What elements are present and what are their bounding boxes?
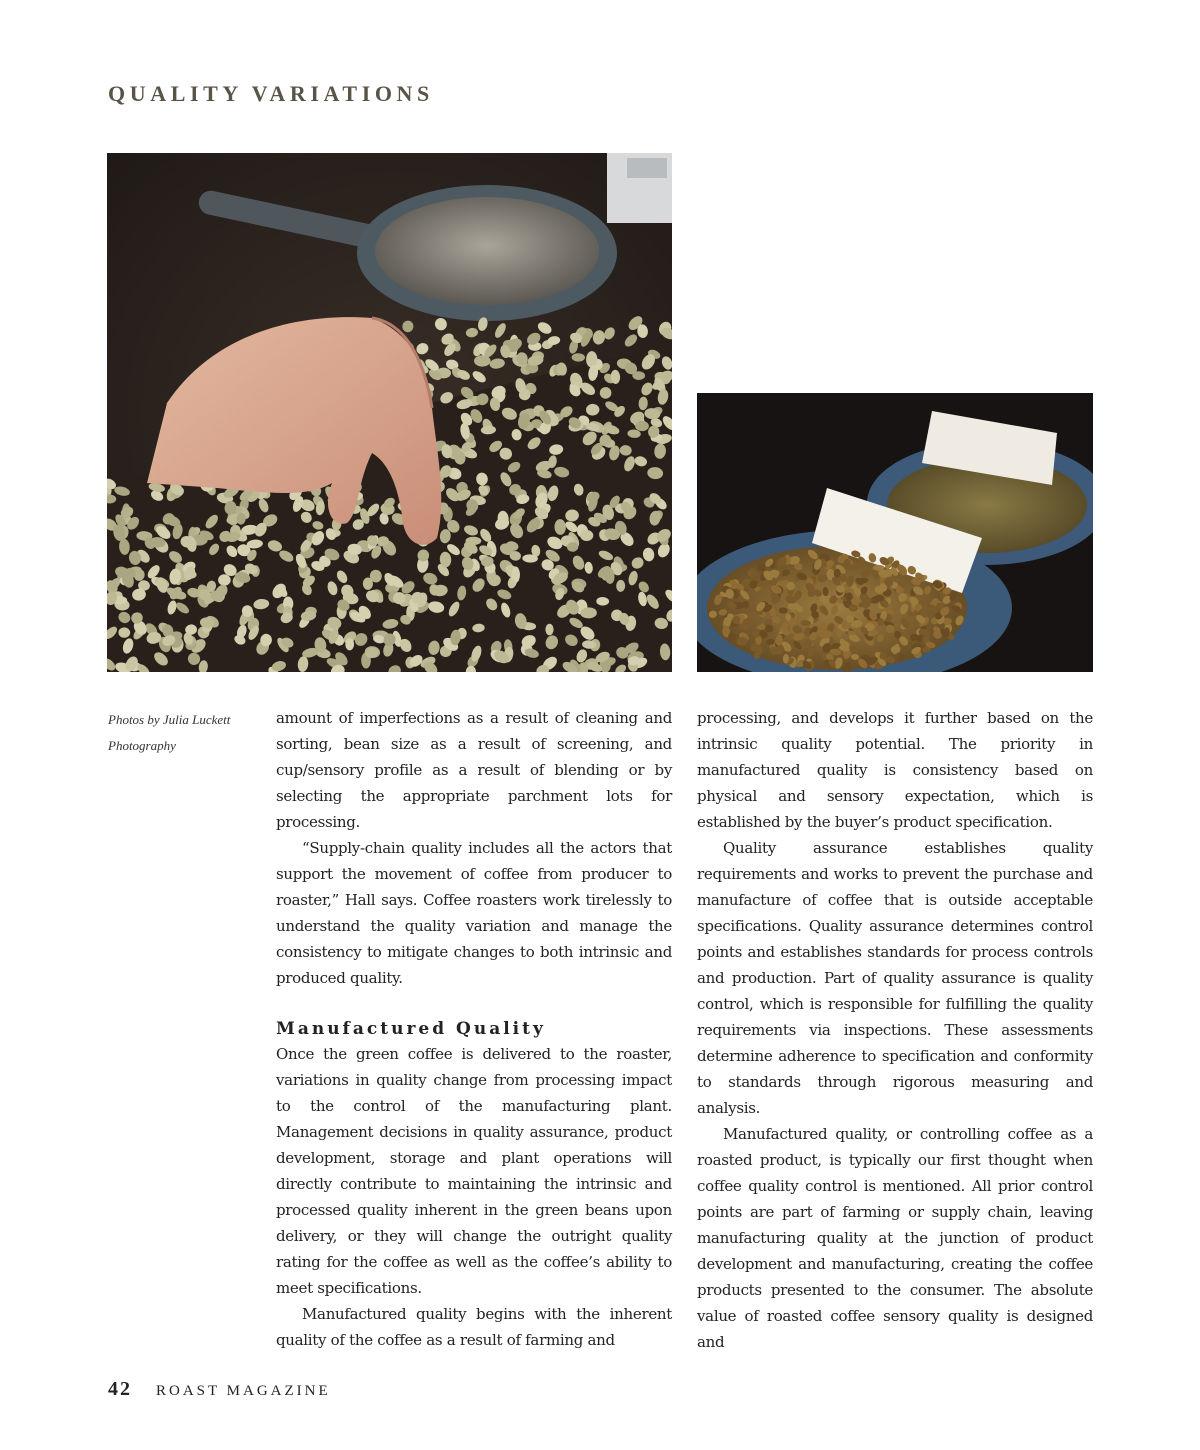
photo-coffee-analysis-tins [697, 393, 1093, 672]
page-footer [108, 1378, 331, 1401]
caption-line: Photos by Julia Luckett [108, 712, 231, 727]
subheading-manufactured-quality: Manufactured Quality [276, 1019, 546, 1039]
paragraph: Manufactured quality, or controlling coffee as a roasted product, is typically our first thought when coffee quality control is mentioned. All prior control points are part of farming or supply chain, leaving manufacturing quality at the junction of product development and manufacturing, creating the coffee products presented to the consumer. The absolute value of roasted coffee sensory quality is designed and [697, 1125, 1093, 1351]
paragraph: “Supply-chain quality includes all the actors that support the movement of coffee from producer to roaster,” Hall says. Coffee roasters work tirelessly to understand the quality variation and manage the consistency to mitigate changes to both intrinsic and produced quality. [276, 839, 672, 987]
caption-line: Photography [108, 738, 176, 753]
page-number: 42 [108, 1378, 132, 1400]
section-title: QUALITY VARIATIONS [108, 81, 434, 106]
paragraph: amount of imperfections as a result of cleaning and sorting, bean size as a result of screening, and cup/sensory profile as a result of blending or by selecting the appropriate parchment lots for processing. [276, 709, 672, 831]
photo-green-coffee-sorting [107, 153, 672, 672]
paragraph: Manufactured quality begins with the inherent quality of the coffee as a result of farming and [276, 1305, 672, 1349]
article-column-right [697, 705, 1093, 1355]
photo-coffee-analysis-tins-image [697, 393, 1093, 672]
paragraph: Quality assurance establishes quality requirements and works to prevent the purchase and manufacture of coffee that is outside acceptable specifications. Quality assurance determines control points and establishes standards for process controls and production. Part of quality assurance is quality control, which is responsible for fulfilling the quality requirements via inspections. These assessments determine adherence to specification and conformity to standards through rigorous measuring and analysis. [697, 839, 1093, 1117]
magazine-name: ROAST MAGAZINE [156, 1383, 331, 1399]
paragraph: processing, and develops it further based on the intrinsic quality potential. The priority in manufactured quality is consistency based on physical and sensory expectation, which is established by the buyer’s product specification. [697, 709, 1093, 831]
paragraph: Once the green coffee is delivered to the roaster, variations in quality change from processing impact to the control of the manufacturing plant. Management decisions in quality assurance, product development, storage and plant operations will directly contribute to maintaining the intrinsic and processed quality inherent in the green beans upon delivery, or they will change the outright quality rating for the coffee as well as the coffee’s ability to meet specifications. [276, 1045, 672, 1297]
photo-green-coffee-sorting-image [107, 153, 672, 672]
photo-credit-caption [108, 707, 258, 759]
article-column-middle [276, 705, 672, 1353]
